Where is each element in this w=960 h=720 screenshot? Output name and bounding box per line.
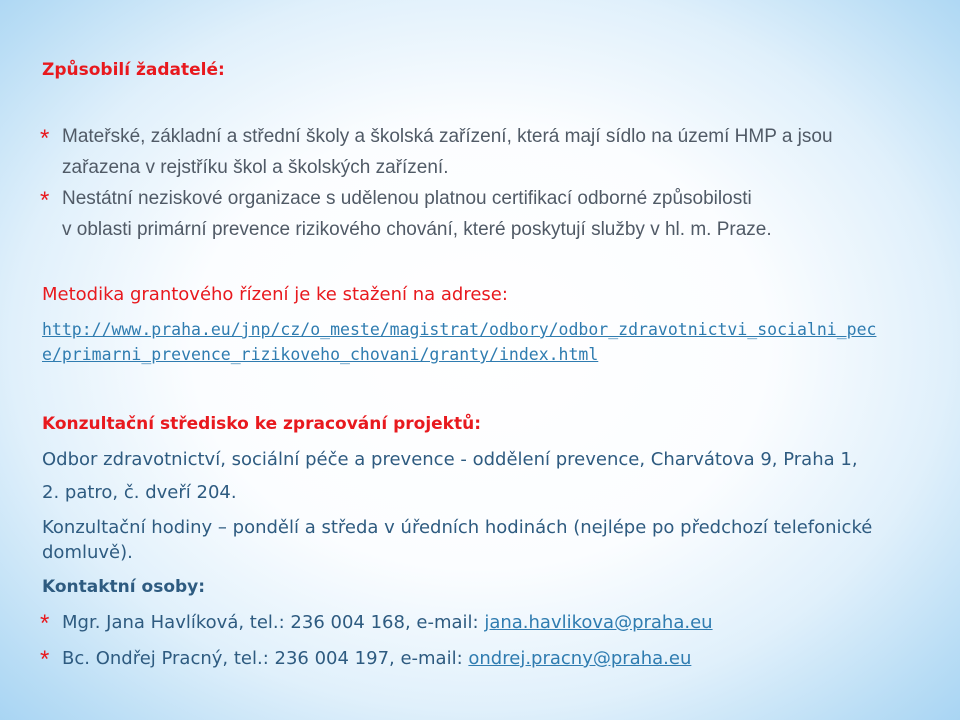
bullet-star-icon: * — [40, 125, 50, 152]
consulting-hours-line2: domluvě). — [42, 542, 133, 563]
consulting-heading: Konzultační středisko ke zpracování projektů: — [42, 414, 482, 434]
applicant-item-2 — [62, 183, 942, 245]
contact-email-link-2[interactable]: ondrej.pracny@praha.eu — [468, 648, 692, 669]
contacts-heading: Kontaktní osoby: — [42, 577, 206, 597]
applicant-item-1-line1: Mateřské, základní a střední školy a školská zařízení, která mají sídlo na území HMP a jsou — [62, 126, 833, 147]
contact-item-2-text: Bc. Ondřej Pracný, tel.: 236 004 197, e-mail: — [62, 648, 469, 669]
consulting-address-line1: Odbor zdravotnictví, sociální péče a prevence - oddělení prevence, Charvátova 9, Praha 1, — [42, 449, 858, 470]
methodology-label: Metodika grantového řízení je ke stažení na adrese: — [42, 284, 508, 305]
contact-email-link-1[interactable]: jana.havlikova@praha.eu — [484, 612, 713, 633]
applicant-item-2-line2: v oblasti primární prevence rizikového chování, které poskytují služby v hl. m. Praze. — [62, 219, 772, 240]
consulting-address-line2: 2. patro, č. dveří 204. — [42, 482, 237, 503]
methodology-link-line2[interactable]: e/primarni_prevence_rizikoveho_chovani/granty/index.html — [42, 345, 599, 364]
applicant-item-1 — [62, 121, 942, 183]
applicant-item-2-line1: Nestátní neziskové organizace s udělenou platnou certifikací odborné způsobilosti — [62, 188, 752, 209]
methodology-link-line1[interactable]: http://www.praha.eu/jnp/cz/o_meste/magistrat/odbory/odbor_zdravotnictvi_socialni_pec — [42, 320, 877, 339]
applicant-item-1-line2: zařazena v rejstříku škol a školských zařízení. — [62, 157, 449, 178]
contact-item-1-text: Mgr. Jana Havlíková, tel.: 236 004 168, e-mail: — [62, 612, 485, 633]
contact-item-2 — [62, 648, 691, 669]
bullet-star-icon: * — [40, 646, 50, 673]
page-title: Způsobilí žadatelé: — [42, 60, 225, 80]
bullet-star-icon: * — [40, 187, 50, 214]
bullet-star-icon: * — [40, 610, 50, 637]
consulting-hours-line1: Konzultační hodiny – pondělí a středa v úředních hodinách (nejlépe po předchozí telefonické — [42, 517, 873, 538]
contact-item-1 — [62, 612, 713, 633]
